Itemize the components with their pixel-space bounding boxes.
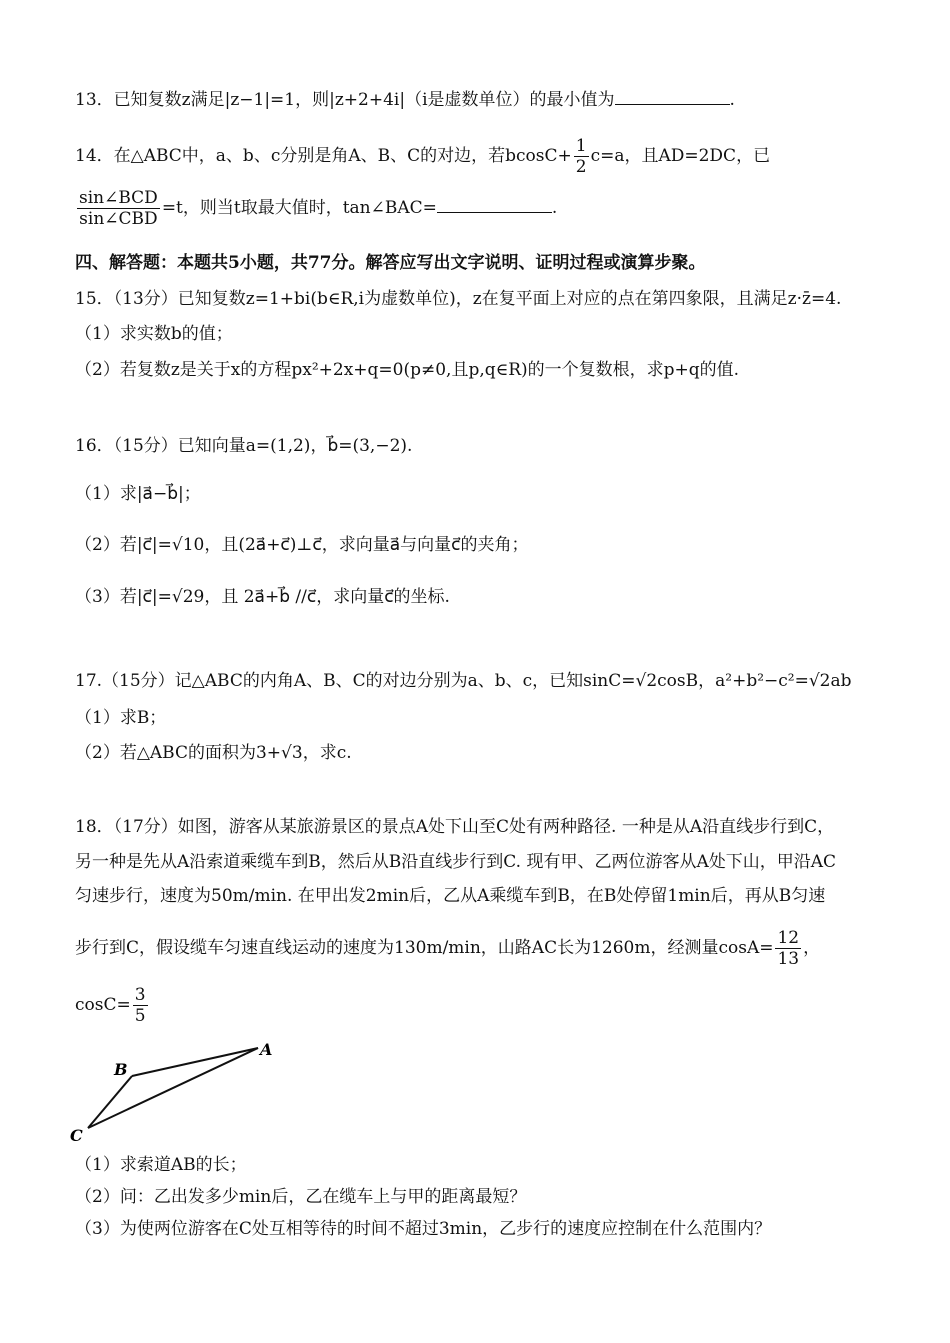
triangle-diagram — [70, 1035, 290, 1145]
path-bc — [88, 1076, 132, 1128]
label-a: A — [260, 1040, 273, 1059]
question-17-part2: （2）若△ABC的面积为3+√3，求c. — [75, 743, 352, 763]
question-18-line1: 18．（17分）如图，游客从某旅游景区的景点A处下山至C处有两种路径. 一种是从A沿直线步行到C， — [75, 817, 835, 837]
question-14-line2: $\frac{\text{sin∠BCD}}{\text{sin∠CBD}}$ =t，则当t取最大值时，tan∠BAC= . — [79, 188, 558, 229]
question-16-stem: 16．（15分）已知向量a=(1,2)，b⃗=(3,−2). — [75, 436, 413, 456]
question-18-part2: （2）问：乙出发多少min后，乙在缆车上与甲的距离最短？ — [75, 1187, 527, 1207]
fraction-cosC: $\frac{3}{5}$ — [134, 985, 146, 1026]
fraction-sin-ratio: $\frac{\text{sin∠BCD}}{\text{sin∠CBD}}$ — [79, 188, 158, 229]
label-b: B — [114, 1060, 128, 1079]
question-18-part3: （3）为使两位游客在C处互相等待的时间不超过3min，乙步行的速度应控制在什么范围内？ — [75, 1219, 772, 1239]
question-18-line3: 匀速步行，速度为50m/min. 在甲出发2min后，乙从A乘缆车到B，在B处停留1min后，再从B匀速 — [75, 886, 826, 906]
answer-blank — [437, 194, 552, 213]
question-13: 13．已知复数z满足|z−1|=1，则|z+2+4i|（i是虚数单位）的最小值为 . — [75, 86, 890, 113]
section-heading: 四、解答题：本题共5小题，共77分。解答应写出文字说明、证明过程或演算步聚。 — [75, 253, 706, 273]
answer-blank — [615, 86, 730, 105]
question-14-line1: 14．在△ABC中，a、b、c分别是角A、B、C的对边，若bcosC+ $\frac{1}{2}$ c=a，且AD=2DC，已 — [75, 136, 771, 177]
q13-text: 13．已知复数z满足|z−1|=1，则|z+2+4i|（i是虚数单位）的最小值为 — [75, 90, 615, 110]
fraction-cosA: $\frac{12}{13}$ — [777, 928, 800, 969]
label-c: C — [70, 1126, 83, 1145]
question-18-line4: 步行到C，假设缆车匀速直线运动的速度为130m/min，山路AC长为1260m，经测量cosA= $\frac{12}{13}$ ， — [75, 928, 821, 969]
question-15-stem: 15．（13分）已知复数z=1+bi(b∈R,i为虚数单位)，z在复平面上对应的点在第四象限，且满足z·z̄=4. — [75, 289, 842, 309]
question-16-part2: （2）若|c⃗|=√10，且(2a⃗+c⃗)⊥c⃗，求向量a⃗与向量c⃗的夹角； — [75, 535, 529, 555]
question-16-part3: （3）若|c⃗|=√29，且 2a⃗+b⃗ //c⃗，求向量c⃗的坐标. — [75, 587, 450, 607]
fraction-half: $\frac{1}{2}$ — [575, 136, 587, 177]
cosC-given: cosC= $\frac{3}{5}$ — [75, 985, 146, 1026]
question-17-stem: 17.（15分）记△ABC的内角A、B、C的对边分别为a、b、c，已知sinC=√2cosB，a²+b²−c²=√2ab — [75, 671, 852, 691]
question-16-part1: （1）求|a⃗−b⃗|； — [75, 484, 201, 504]
question-17-part1: （1）求B； — [75, 708, 167, 728]
question-18-part1: （1）求索道AB的长； — [75, 1155, 247, 1175]
question-18-line2: 另一种是先从A沿索道乘缆车到B，然后从B沿直线步行到C. 现有甲、乙两位游客从A处下山，甲沿AC — [75, 852, 837, 872]
question-15-part1: （1）求实数b的值； — [75, 324, 233, 344]
cable-ab — [132, 1048, 258, 1076]
question-15-part2: （2）若复数z是关于x的方程px²+2x+q=0(p≠0,且p,q∈R)的一个复数根，求p+q的值. — [75, 360, 740, 380]
